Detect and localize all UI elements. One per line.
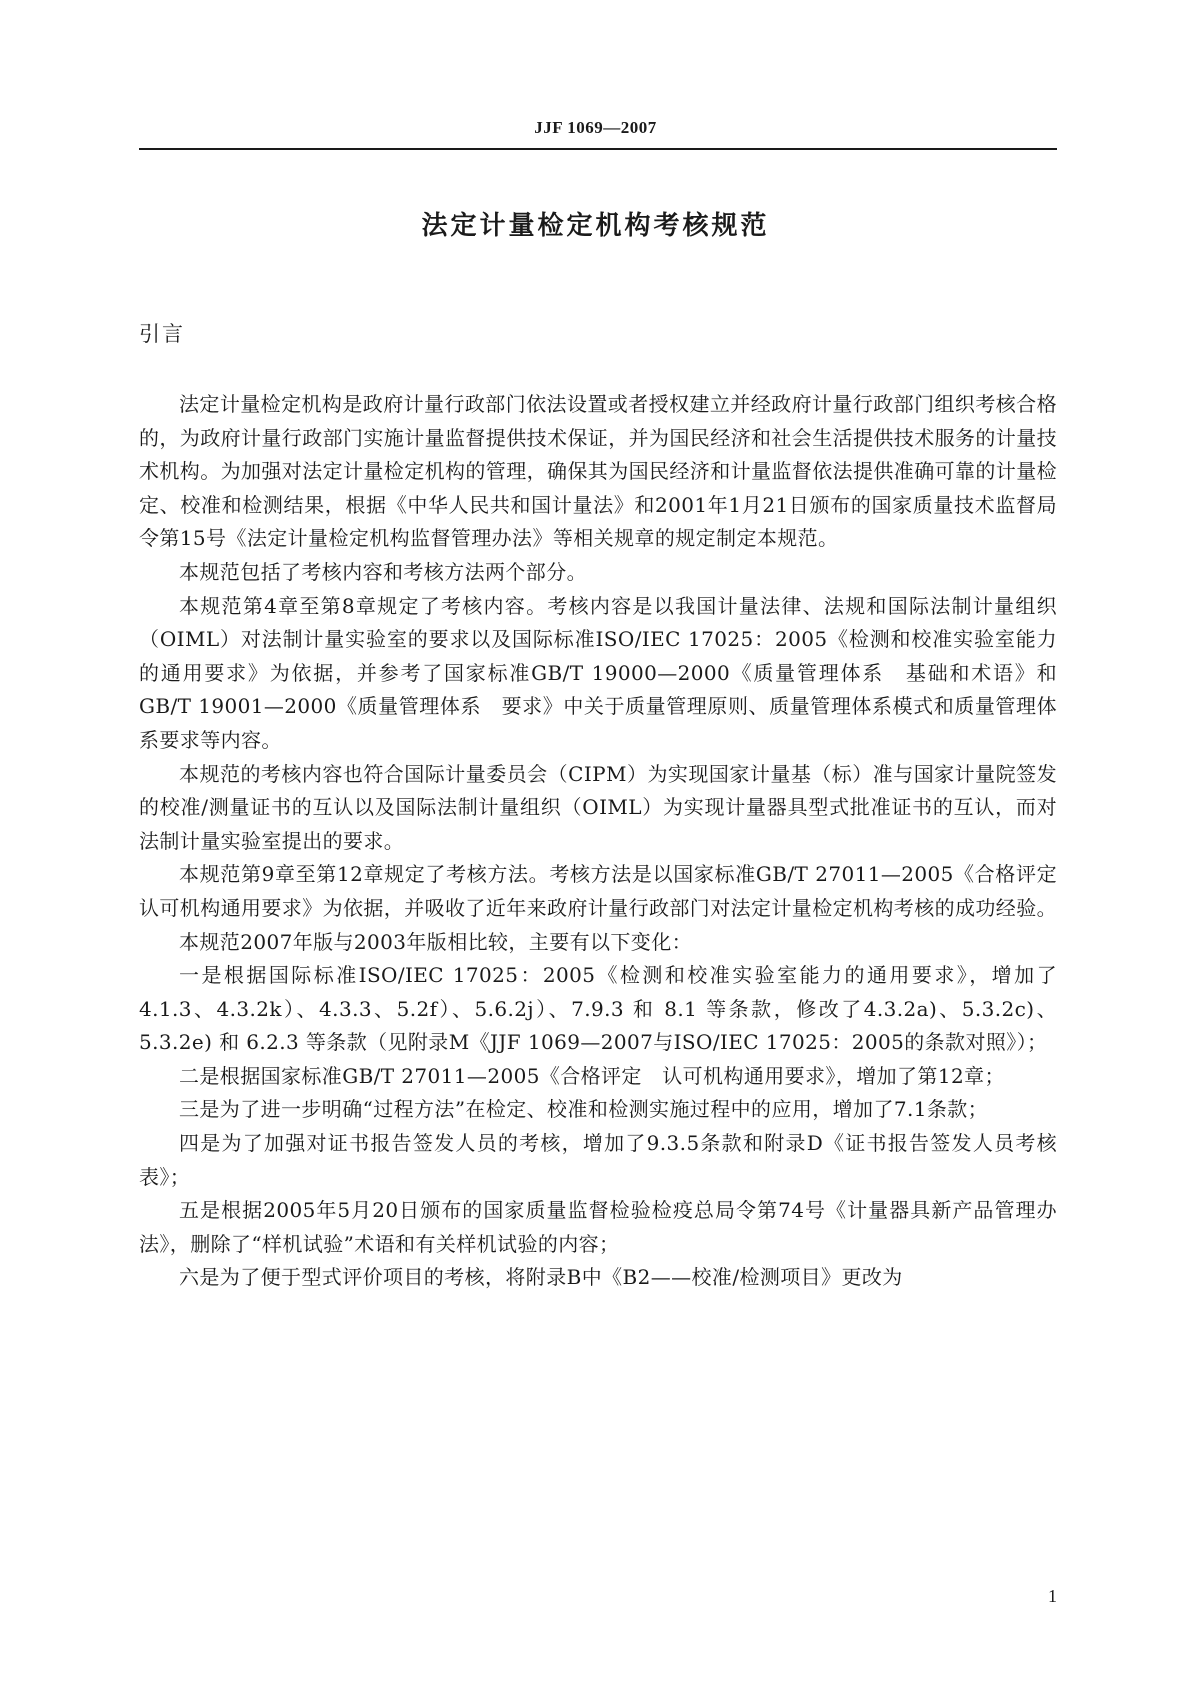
paragraph-8: 二是根据国家标准GB/T 27011—2005《合格评定 认可机构通用要求》，增加了第12章； (179, 1063, 1005, 1088)
paragraph-10: 四是为了加强对证书报告签发人员的考核，增加了9.3.5条款和附录D《证书报告签发人员考核表》； (139, 1131, 1057, 1189)
paragraph-12: 六是为了便于型式评价项目的考核，将附录B中《B2——校准/检测项目》更改为 (179, 1265, 903, 1290)
header-divider (139, 148, 1057, 150)
paragraph-1: 法定计量检定机构是政府计量行政部门依法设置或者授权建立并经政府计量行政部门组织考核合格的，为政府计量行政部门实施计量监督提供技术保证，并为国民经济和社会生活提供技术服务的计量技术机构。为加强对法定计量检定机构的管理，确保其为国民经济和计量监督依法提供准确可靠的计量检定、校准和检测结果，根据《中华人民共和国计量法》和2001年1月21日颁布的国家质量技术监督局令第15号《法定计量检定机构监督管理办法》等相关规章的规定制定本规范。 (139, 392, 1057, 551)
paragraph-11: 五是根据2005年5月20日颁布的国家质量监督检验检疫总局令第74号《计量器具新产品管理办法》，删除了“样机试验”术语和有关样机试验的内容； (139, 1198, 1057, 1256)
paragraph-9: 三是为了进一步明确“过程方法”在检定、校准和检测实施过程中的应用，增加了7.1条款； (179, 1097, 989, 1122)
standard-code-header: JJF 1069—2007 (534, 118, 657, 137)
paragraph-5: 本规范第9章至第12章规定了考核方法。考核方法是以国家标准GB/T 27011—2005《合格评定 认可机构通用要求》为依据，并吸收了近年来政府计量行政部门对法定计量检定机构考核的成功经验。 (139, 862, 1078, 920)
body-text (139, 388, 1078, 1295)
section-heading-introduction: 引言 (139, 322, 185, 346)
paragraph-3: 本规范第4章至第8章规定了考核内容。考核内容是以我国计量法律、法规和国际法制计量组织（OIML）对法制计量实验室的要求以及国际标准ISO/IEC 17025：2005《检测和校准实验室能力的通用要求》为依据，并参考了国家标准GB/T 19000—2000《质量管理体系 基础和术语》和GB/T 19001—2000《质量管理体系 要求》中关于质量管理原则、质量管理体系模式和质量管理体系要求等内容。 (139, 593, 1057, 752)
page-number: 1 (1048, 1586, 1057, 1606)
paragraph-4: 本规范的考核内容也符合国际计量委员会（CIPM）为实现国家计量基（标）准与国家计量院签发的校准/测量证书的互认以及国际法制计量组织（OIML）为实现计量器具型式批准证书的互认，而对法制计量实验室提出的要求。 (139, 761, 1057, 853)
document-title: 法定计量检定机构考核规范 (421, 211, 770, 241)
paragraph-6: 本规范2007年版与2003年版相比较，主要有以下变化： (179, 929, 692, 954)
paragraph-2: 本规范包括了考核内容和考核方法两个部分。 (179, 559, 587, 584)
paragraph-7: 一是根据国际标准ISO/IEC 17025：2005《检测和校准实验室能力的通用要求》，增加了4.1.3、4.3.2k）、4.3.3、5.2f）、5.6.2j）、7.9.3 和 8.1 等条款，修改了4.3.2a)、5.3.2c)、5.3.2e) 和 6.2.3 等条款（见附录M《JJF 1069—2007与ISO/IEC 17025：2005的条款对照》）； (139, 963, 1057, 1055)
